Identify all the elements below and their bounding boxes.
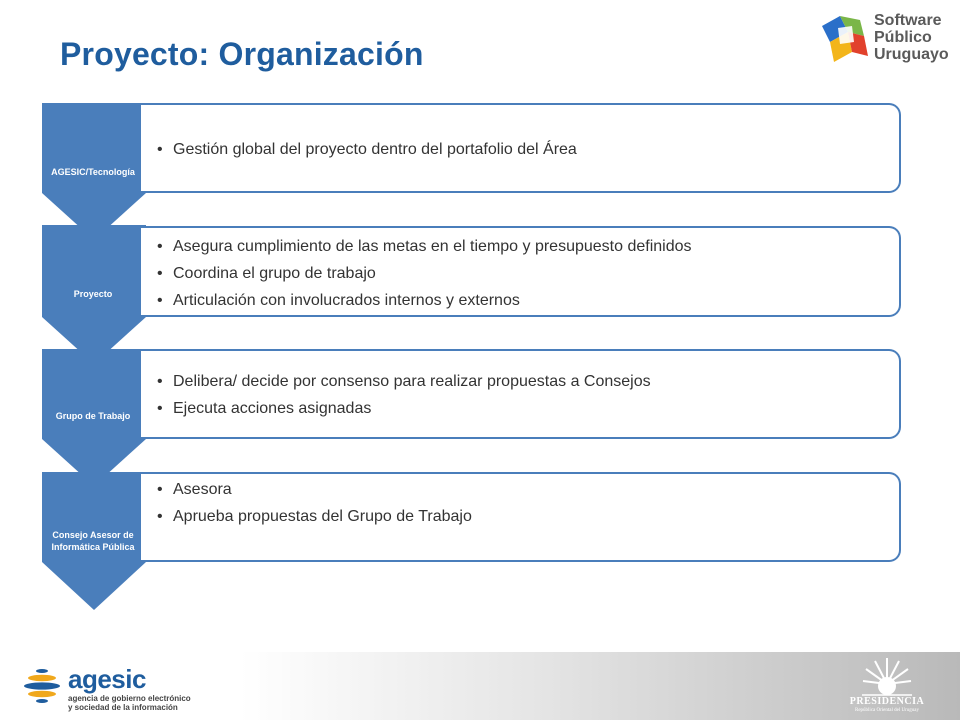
row-box-4 (141, 472, 901, 562)
agesic-globe-icon (22, 666, 62, 706)
chevron-label-3: Grupo de Trabajo (55, 411, 131, 421)
row-4-item-2: • Aprueba propuestas del Grupo de Trabajo (155, 503, 883, 530)
agesic-subtitle (68, 694, 191, 712)
row-box-2 (141, 226, 901, 317)
row-4-item-1: • Asesora (155, 476, 883, 503)
presidencia-wordmark: PRESIDENCIA (849, 696, 925, 707)
spu-line2: Público (874, 29, 932, 46)
row-list-4 (155, 476, 883, 530)
agesic-subtitle-line1: agencia de gobierno electrónico (68, 694, 191, 703)
row-list-2 (155, 233, 883, 314)
row-1-item-1: • Gestión global del proyecto dentro del portafolio del Área (155, 136, 883, 163)
spu-line1: Software (874, 12, 942, 29)
agesic-subtitle-line2: y sociedad de la información (68, 703, 178, 712)
row-3-item-1: • Delibera/ decide por consenso para realizar propuestas a Consejos (155, 368, 883, 395)
chevron-label-1: AGESIC/Tecnología (51, 167, 135, 177)
row-3-item-2: • Ejecuta acciones asignadas (155, 395, 883, 422)
agesic-logo (22, 660, 222, 716)
row-box-1 (141, 103, 901, 193)
row-2-item-2: • Coordina el grupo de trabajo (155, 260, 883, 287)
row-list-1 (155, 136, 883, 163)
slide-title: Proyecto: Organización (60, 36, 424, 72)
row-2-item-1: • Asegura cumplimiento de las metas en el tiempo y presupuesto definidos (155, 233, 883, 260)
spu-line3: Uruguayo (874, 46, 949, 63)
presidencia-subtitle: República Oriental del Uruguay (854, 708, 919, 713)
chevron-label-4: Consejo Asesor de Informática Pública (51, 530, 135, 552)
row-box-3 (141, 349, 901, 439)
row-list-3 (155, 368, 883, 422)
presidencia-logo (832, 654, 942, 718)
presidencia-sun-icon (862, 654, 912, 696)
agesic-wordmark: agesic (68, 664, 146, 694)
row-2-item-3: • Articulación con involucrados internos y externos (155, 287, 883, 314)
chevron-label-2: Proyecto (73, 289, 113, 299)
